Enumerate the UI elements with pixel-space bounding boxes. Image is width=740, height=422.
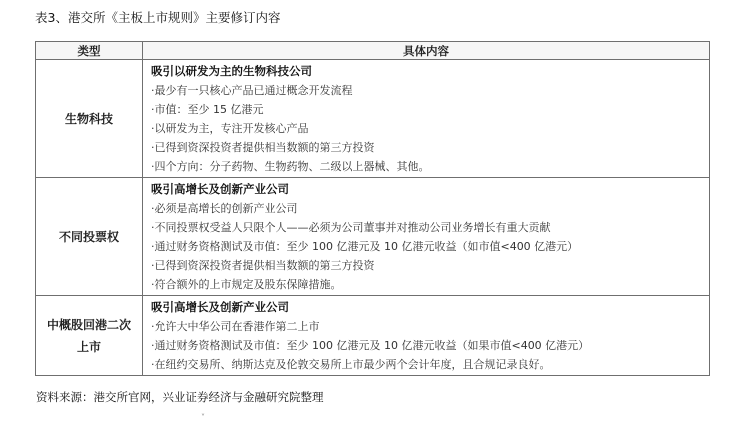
list-item: ·四个方向：分子药物、生物药物、二级以上器械、其他。 [151,160,430,173]
list-item: ·允许大中华公司在香港作第二上市 [151,320,320,333]
list-item: ·通过财务资格测试及市值：至少 100 亿港元及 10 亿港元收益（如市值<400 亿港元） [151,240,579,253]
category-cell: 生物科技 [36,60,143,178]
header-type: 类型 [36,42,143,60]
list-item: ·通过财务资格测试及市值：至少 100 亿港元及 10 亿港元收益（如果市值<400 亿港元） [151,339,590,352]
content-cell [143,178,710,296]
caret-icon: ˅ [201,413,205,422]
content-cell [143,296,710,376]
table-row-biotech [36,60,710,178]
revision-table [35,41,710,376]
list-item: ·符合额外的上市规定及股东保障措施。 [151,278,342,291]
list-item: ·最少有一只核心产品已通过概念开发流程 [151,84,353,97]
table-row-weighted-voting [36,178,710,296]
row-heading: 吸引高增长及创新产业公司 [151,182,289,196]
list-item: ·已得到资深投资者提供相当数额的第三方投资 [151,259,375,272]
category-cell: 不同投票权 [36,178,143,296]
list-item: ·市值：至少 15 亿港元 [151,103,264,116]
table-row-secondary-listing [36,296,710,376]
table-header-row [36,42,710,60]
list-item: ·必须是高增长的创新产业公司 [151,202,298,215]
category-line: 上市 [76,339,101,354]
source-note: 资料来源：港交所官网，兴业证券经济与金融研究院整理 [36,390,324,404]
category-cell [36,296,143,376]
category-line: 中概股回港二次 [46,317,131,332]
content-cell [143,60,710,178]
header-content: 具体内容 [143,42,710,60]
row-heading: 吸引高增长及创新产业公司 [151,300,289,314]
list-item: ·在纽约交易所、纳斯达克及伦敦交易所上市最少两个会计年度，且合规记录良好。 [151,358,551,371]
row-heading: 吸引以研发为主的生物科技公司 [151,64,312,78]
list-item: ·以研发为主，专注开发核心产品 [151,122,309,135]
list-item: ·不同投票权受益人只限个人——必须为公司董事并对推动公司业务增长有重大贡献 [151,221,551,234]
list-item: ·已得到资深投资者提供相当数额的第三方投资 [151,141,375,154]
table-title: 表3、港交所《主板上市规则》主要修订内容 [35,10,281,25]
